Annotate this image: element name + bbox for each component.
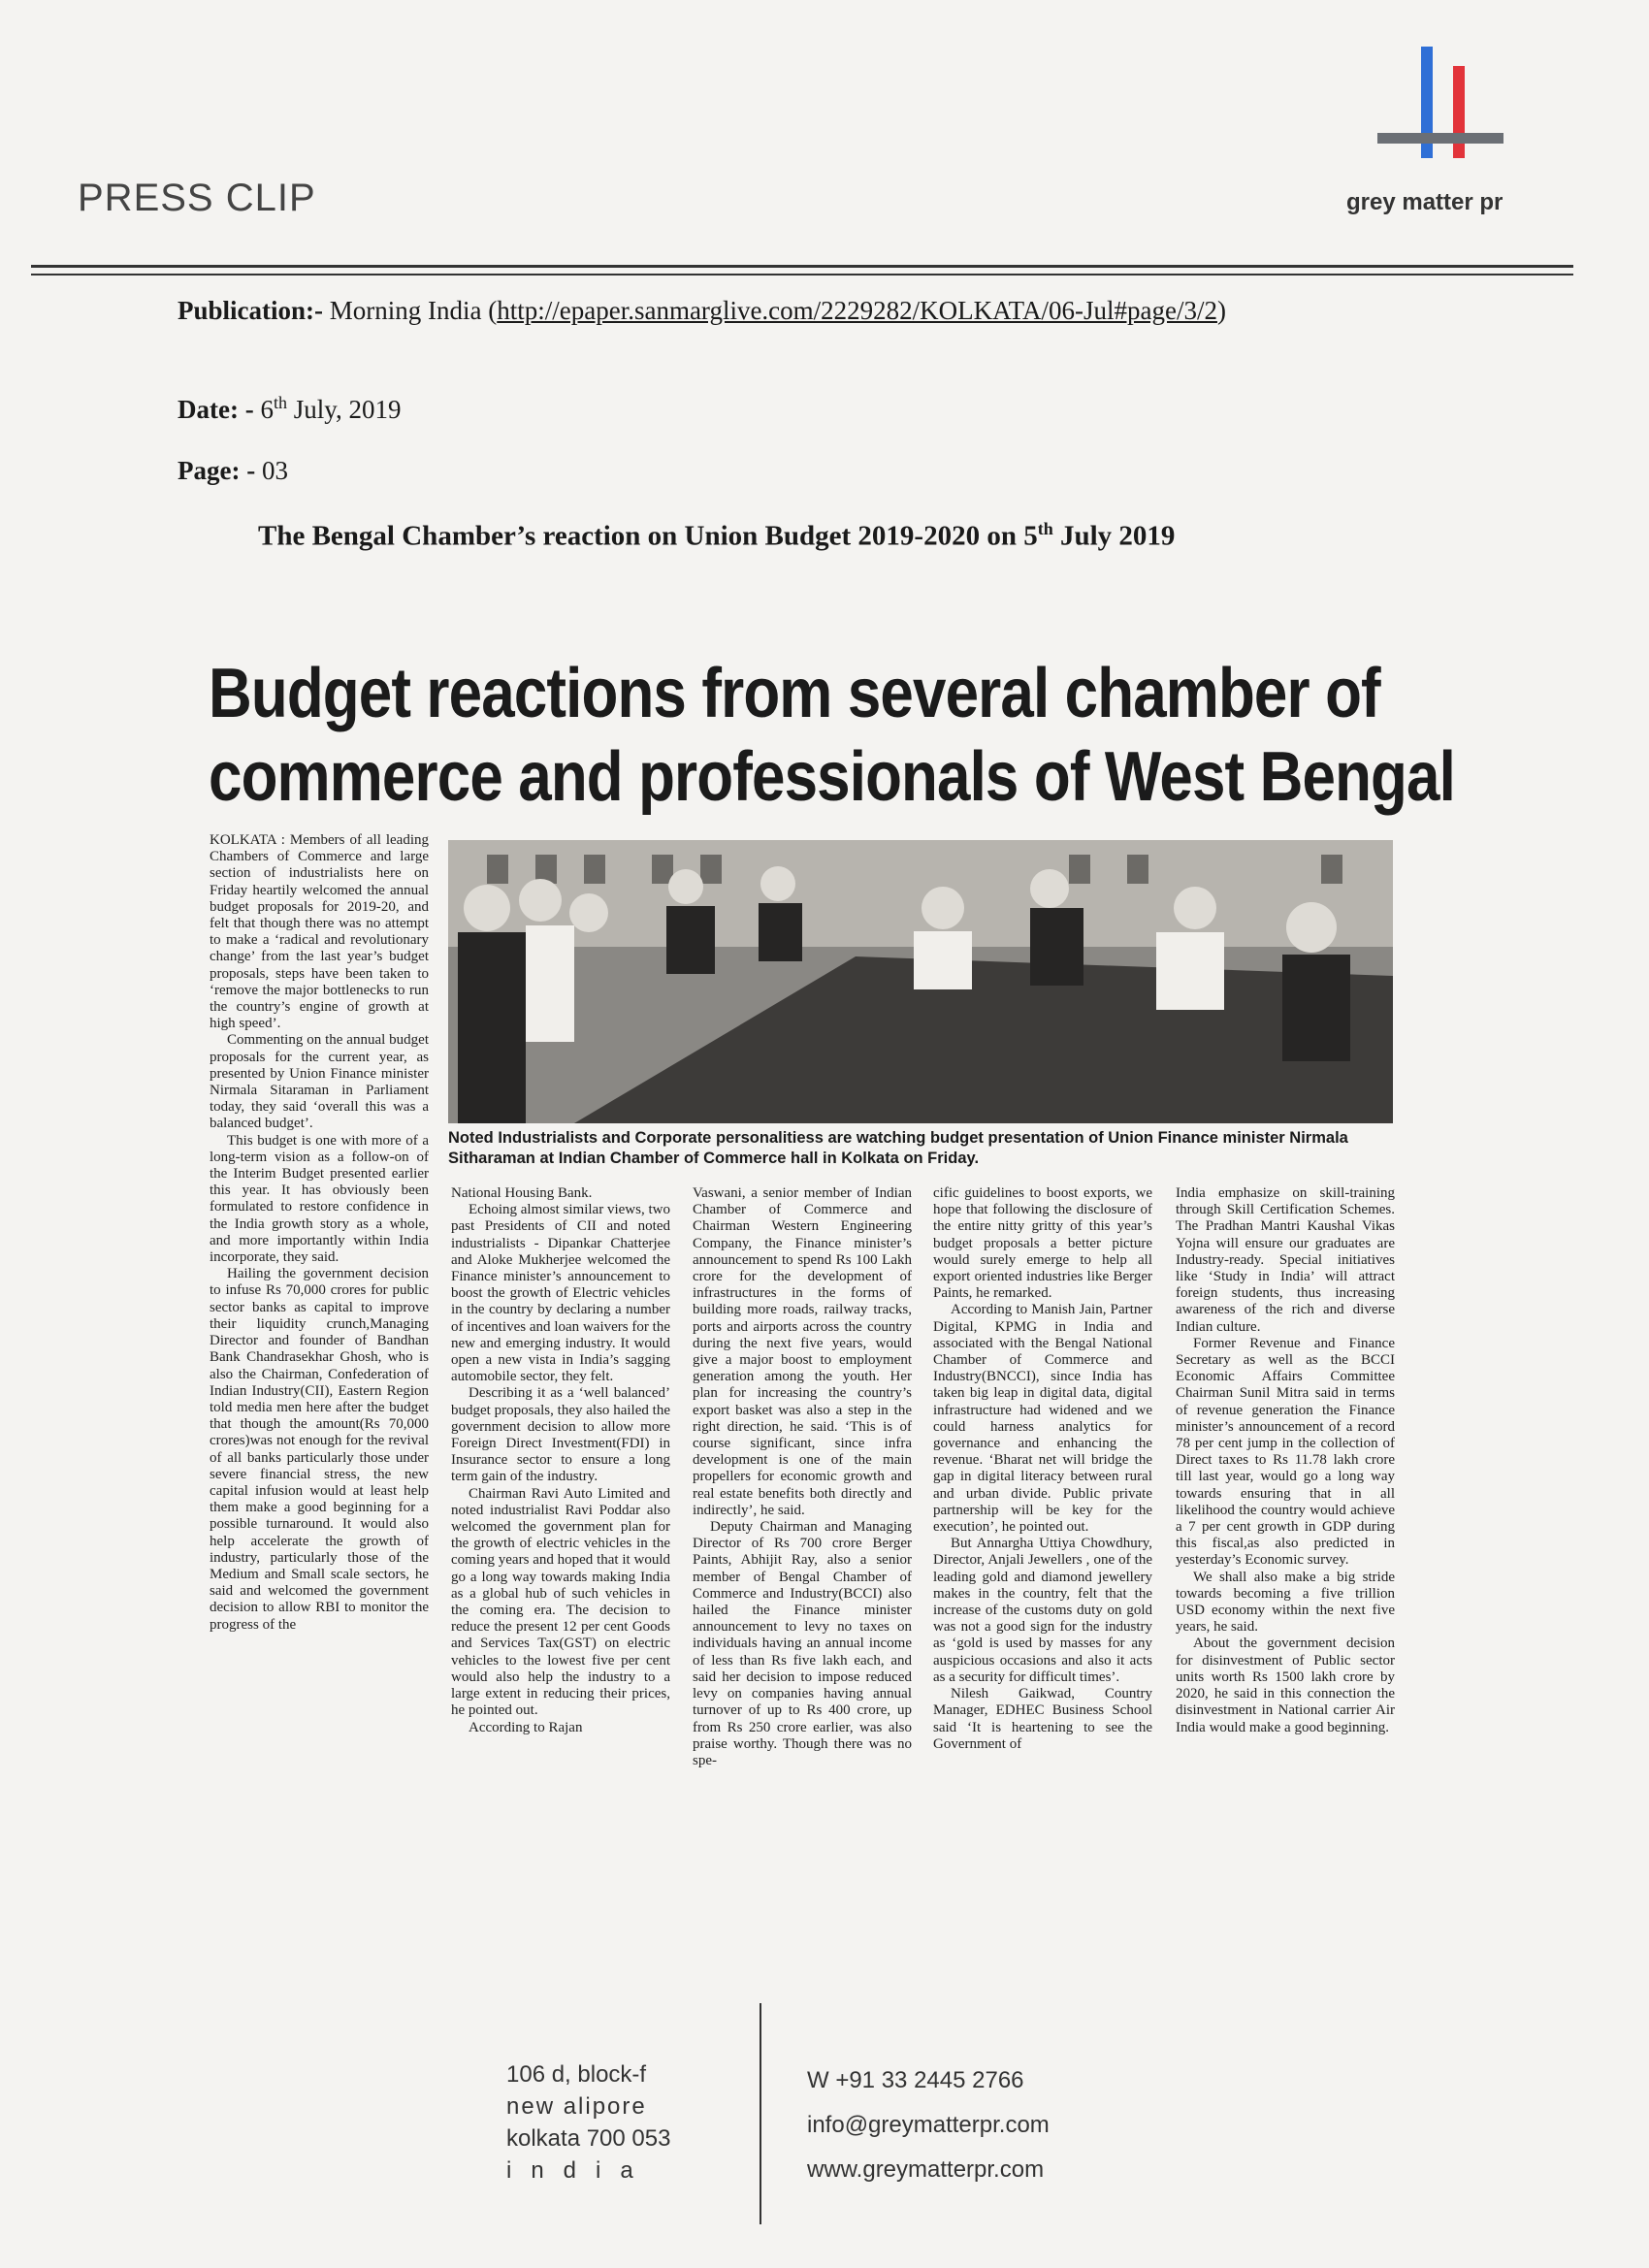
article-column-5 bbox=[1176, 1185, 1395, 1942]
paragraph: Describing it as a ‘well balanced’ budget proposals, they also hailed the government decision to allow more Foreign Direct Investment(FDI) in Insurance sector to ensure a long term gain of the industry. bbox=[451, 1385, 670, 1485]
paragraph: cific guidelines to boost exports, we hope that following the disclosure of the entire nitty gritty of this year’s budget proposals a better picture would surely emerge to help all export oriented industries like Berger Paints, he remarked. bbox=[933, 1185, 1152, 1302]
address-line: new alipore bbox=[506, 2093, 647, 2120]
paragraph: But Annargha Uttiya Chowdhury, Director, Anjali Jewellers , one of the leading gold and diamond jewellery makes in the country, felt that the increase of the customs duty on gold was not a good sign for the industry as ‘gold is used by masses for any auspicious occasions and also it acts as a security for difficult times’. bbox=[933, 1536, 1152, 1685]
press-clip-label: PRESS CLIP bbox=[78, 177, 316, 219]
paragraph: Echoing almost similar views, two past Presidents of CII and noted industrialists - Dipankar Chatterjee and Aloke Mukherjee welcomed the Finance minister’s announcement to boost the growth of Electric vehicles in the country by declaring a number of incentives and loan waivers for the new and emerging industry. It would open a new vista in India’s sagging automobile sector, they felt. bbox=[451, 1202, 670, 1385]
publication-line: Publication:- Morning India (http://epaper.sanmarglive.com/2229282/KOLKATA/06-Jul#page/3/2) bbox=[178, 296, 1226, 325]
date-day: 6 bbox=[260, 395, 274, 424]
publication-label: Publication:- bbox=[178, 296, 324, 325]
article-column-4 bbox=[933, 1185, 1152, 1942]
headline-line-2: commerce and professionals of West Bengal bbox=[209, 738, 1455, 816]
footer-phone: W +91 33 2445 2766 bbox=[807, 2067, 1024, 2093]
article-headline bbox=[209, 652, 1455, 819]
grey-matter-logo-icon bbox=[1368, 39, 1513, 175]
clip-title-suffix: th bbox=[1037, 519, 1053, 538]
article-column-3 bbox=[693, 1185, 912, 1942]
publication-name: Morning India bbox=[329, 296, 482, 325]
paragraph: Nilesh Gaikwad, Country Manager, EDHEC Business School said ‘It is heartening to see the Government of bbox=[933, 1686, 1152, 1752]
paragraph: According to Rajan bbox=[469, 1719, 583, 1735]
brand-name: grey matter pr bbox=[1346, 189, 1504, 215]
headline-line-1: Budget reactions from several chamber of bbox=[209, 655, 1380, 732]
clip-title bbox=[258, 519, 1175, 553]
paragraph: Vaswani, a senior member of Indian Chamber of Commerce and Chairman Western Engineering Company, the Finance minister’s announcement to spend Rs 100 Lakh crore for the development of infrastructures in the forms of building more roads, railway tracks, ports and airports across the country during the next five years, would give a major boost to employment generation among the youth. Her plan for increasing the country’s export basket was also a step in the right direction, he said. ‘This is of course significant, since infra development is one of the main propellers for economic growth and real estate benefits both directly and indirectly’, he said. bbox=[693, 1185, 912, 1518]
paragraph: About the government decision for disinvestment of Public sector units worth Rs 1500 lakh crore by 2020, he said in this connection the disinvestment in National carrier Air India would make a good beginning. bbox=[1176, 1636, 1395, 1735]
footer-divider bbox=[760, 2003, 761, 2224]
paragraph: We shall also make a big stride towards becoming a five trillion USD economy within the next five years, he said. bbox=[1176, 1569, 1395, 1636]
date-rest: July, 2019 bbox=[293, 395, 402, 424]
page-label: Page: - bbox=[178, 456, 256, 485]
clip-title-text: The Bengal Chamber’s reaction on Union Budget 2019-2020 on 5 bbox=[258, 520, 1038, 552]
address-line: 106 d, block-f bbox=[506, 2061, 647, 2088]
footer-address bbox=[506, 2058, 700, 2187]
photo-caption: Noted Industrialists and Corporate personalitiess are watching budget presentation of Union Finance minister Nirmala Sitharaman at Indian Chamber of Commerce hall in Kolkata on Friday. bbox=[448, 1129, 1348, 1167]
clip-title-end: July 2019 bbox=[1059, 520, 1176, 552]
date-line bbox=[178, 393, 402, 425]
paragraph: Deputy Chairman and Managing Director of Rs 700 crore Berger Paints, Abhijit Ray, also a senior member of Bengal Chamber of Commerce and Industry(BCCI) also hailed the Finance minister announcement to levy no taxes on individuals having an annual income of less than Rs five lakh each, and said her decision to impose reduced levy on companies having annual turnover of up to Rs 400 crore, up from Rs 250 crore earlier, was also praise worthy. Though there was no spe- bbox=[693, 1519, 912, 1768]
paragraph: National Housing Bank. bbox=[451, 1185, 593, 1201]
footer-website[interactable]: www.greymatterpr.com bbox=[807, 2156, 1045, 2183]
page-value: 03 bbox=[261, 456, 288, 485]
paragraph: Hailing the government decision to infuse Rs 70,000 crores for public sector banks as capital to improve their liquidity crunch,Managing Director and founder of Bandhan Bank Chandrasekhar Ghosh, who is also the Chairman, Confederation of Indian Industry(CII), Eastern Region told media men here after the budget that though the amount(Rs 70,000 crores)was not enough for the revival of all banks particularly those under severe financial stress, the new capital infusion would at least help them make a good beginning for a possible turnaround. It would also help accelerate the growth of industry, particularly those of the Medium and Small scale sectors, he said and welcomed the government decision to allow RBI to monitor the progress of the bbox=[210, 1266, 429, 1633]
article-column-1 bbox=[210, 832, 429, 1943]
paragraph: This budget is one with more of a long-term vision as a follow-on of the Interim Budget presented earlier this year. It has obviously been formulated to restore confidence in the India growth story as a whole, and more importantly within India incorporate, they said. bbox=[210, 1132, 429, 1266]
footer-contact bbox=[807, 2058, 1050, 2192]
header-rule-thin bbox=[31, 274, 1573, 275]
paragraph: Chairman Ravi Auto Limited and noted industrialist Ravi Poddar also welcomed the government plan for the growth of electric vehicles in the coming years and hoped that it would go a long way towards making India as a global hub of such vehicles in the coming era. The decision to reduce the present 12 per cent Goods and Services Tax(GST) on electric vehicles to the lowest five per cent would also help the industry to a large extent in reducing their prices, he pointed out. bbox=[451, 1485, 670, 1719]
footer-email[interactable]: info@greymatterpr.com bbox=[807, 2112, 1050, 2138]
date-label: Date: - bbox=[178, 395, 254, 424]
meeting-photo bbox=[448, 840, 1393, 1123]
publication-link[interactable]: http://epaper.sanmarglive.com/2229282/KOLKATA/06-Jul#page/3/2 bbox=[497, 296, 1217, 325]
paragraph: Commenting on the annual budget proposals for the current year, as presented by Union Finance minister Nirmala Sitaraman in Parliament today, they said ‘overall this was a balanced budget’. bbox=[210, 1032, 429, 1132]
article-column-2 bbox=[451, 1185, 670, 1942]
paragraph: KOLKATA : Members of all leading Chambers of Commerce and large section of industrialists here on Friday heartily welcomed the annual budget proposals for 2019-20, and felt that though there was no attempt to make a ‘radical and revolutionary change’ from the last year’s budget proposals, steps have been taken to ‘remove the major bottlenecks to run the country’s engine of growth at high speed’. bbox=[210, 832, 429, 1032]
paragraph: India emphasize on skill-training through Skill Certification Schemes. The Pradhan Mantri Kaushal Vikas Yojna will ensure our graduates are Industry-ready. Special initiatives like ‘Study in India’ will attract foreign students, thus increasing awareness of the rich and diverse Indian culture. bbox=[1176, 1185, 1395, 1335]
paragraph: Former Revenue and Finance Secretary as well as the BCCI Economic Affairs Committee Chairman Sunil Mitra said in terms of revenue generation the Finance minister’s announcement of a record 78 per cent jump in the collection of Direct taxes to Rs 11.78 lakh crore till last year, would go a long way towards ensuring that in all likelihood the country would achieve a 7 per cent growth in GDP during this fiscal,as also predicted in yesterday’s Economic survey. bbox=[1176, 1335, 1395, 1569]
date-suffix: th bbox=[273, 393, 287, 412]
address-line: india bbox=[506, 2157, 653, 2184]
page-line bbox=[178, 456, 288, 486]
address-line: kolkata 700 053 bbox=[506, 2125, 671, 2152]
header-rule bbox=[31, 265, 1573, 268]
paragraph: According to Manish Jain, Partner Digital, KPMG in India and associated with the Bengal National Chamber of Commerce and Industry(BNCCI), since India has taken big leap in digital data, digital infrastructure had widened and we could harness analytics for governance and enhancing the revenue. ‘Bharat net will bridge the gap in digital literacy between rural and urban divide. Public private partnership will be key for the execution’, he pointed out. bbox=[933, 1302, 1152, 1536]
